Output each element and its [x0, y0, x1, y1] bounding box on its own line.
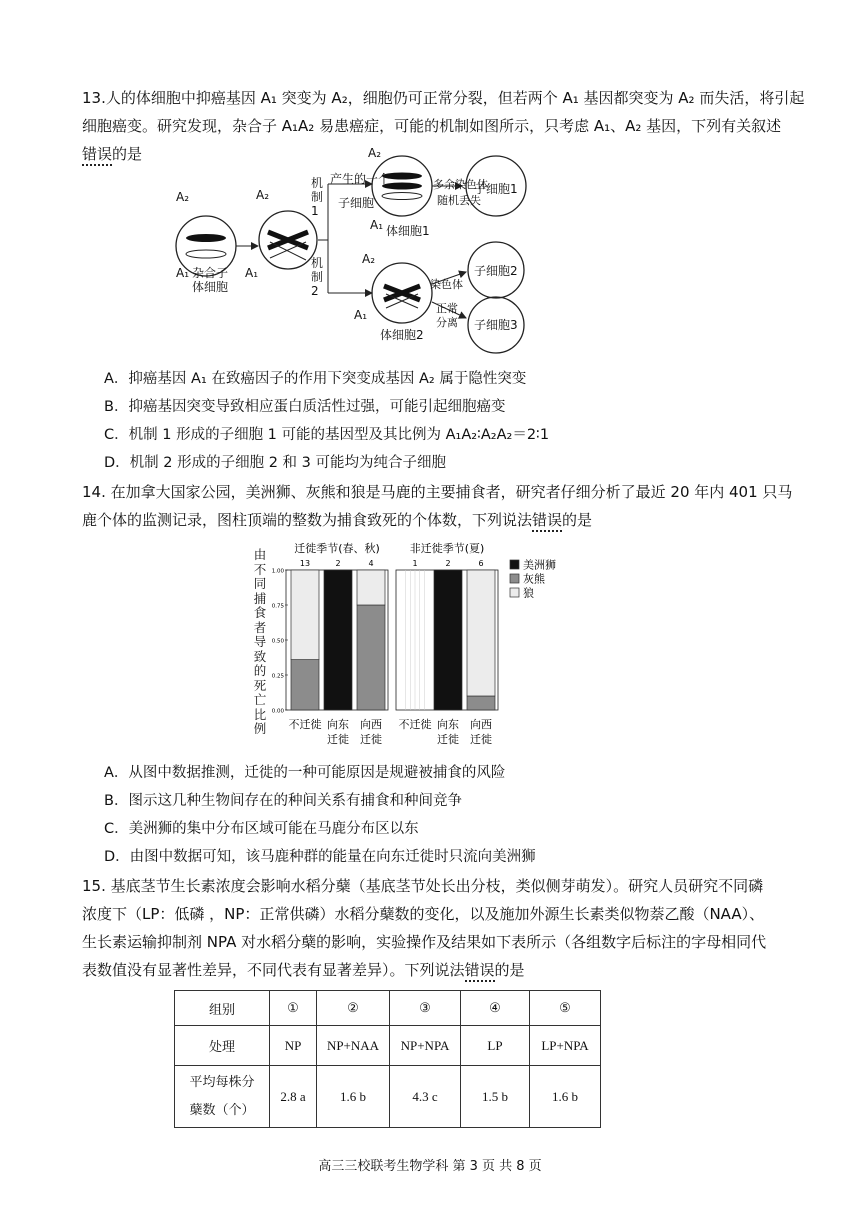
category-label: 向西 [470, 718, 492, 731]
q13-emphasis: 错误 [82, 145, 112, 166]
group-5: ⑤ [530, 991, 601, 1026]
bar-segment [357, 570, 385, 605]
label-a2-body1: A₂ [368, 146, 382, 160]
table-row-values [175, 1066, 601, 1128]
group-3: ③ [390, 991, 461, 1026]
category-label: 迁徙 [360, 733, 382, 746]
q13-option-d: D．机制 2 形成的子细胞 2 和 3 可能均为纯合子细胞 [104, 455, 446, 471]
legend-label: 狼 [523, 586, 534, 600]
q14-option-a: A．从图中数据推测，迁徙的一种可能原因是规避被捕食的风险 [104, 765, 506, 781]
q14-stem-suffix: 的是 [562, 511, 593, 529]
category-label: 向东 [327, 718, 349, 731]
label-a2-body2: A₂ [362, 252, 376, 266]
label-hetero-cell: 杂合子 体细胞 [191, 266, 228, 294]
q14-ylabel: 由不同捕食者导致的死亡比例 [253, 547, 267, 736]
q13-stem-suffix: 的是 [112, 145, 143, 163]
y-tick-label: 0.50 [271, 638, 284, 645]
label-daughter-cell-2: 子细胞2 [474, 264, 518, 278]
q15-stem-line-1: 15. 基底茎节生长素浓度会影响水稻分蘖（基底茎节处长出分枝，类似侧芽萌发）。研究人员研究不同磷 [82, 877, 764, 895]
treatment-5: LP+NPA [530, 1026, 601, 1066]
page-footer: 高三三校联考生物学科 第 3 页 共 8 页 [318, 1159, 542, 1174]
panel-title: 迁徙季节(春、秋) [294, 542, 380, 555]
q14-stem-line-1: 14. 在加拿大国家公园，美洲狮、灰熊和狼是马鹿的主要捕食者，研究者仔细分析了最近 20 年内 401 只马 [82, 483, 793, 501]
value-2: 1.6 b [317, 1066, 390, 1128]
label-a2-dividing: A₂ [256, 188, 270, 202]
y-tick-label: 0.75 [271, 603, 284, 610]
label-chrom-top: 染色体 [430, 278, 463, 291]
q15-stem-line-3: 生长素运输抑制剂 NPA 对水稻分蘖的影响，实验操作及结果如下表所示（各组数字后标注的字母相同代 [82, 933, 767, 951]
category-label: 迁徙 [470, 733, 492, 746]
legend-swatch [510, 588, 519, 597]
y-tick-label: 1.00 [271, 568, 284, 575]
q13-stem-line-2: 细胞癌变。研究发现，杂合子 A₁A₂ 易患癌症，可能的机制如图所示，只考虑 A₁、A₂ 基因，下列有关叙述 [82, 117, 782, 135]
label-daughter-cell-3: 子细胞3 [474, 318, 518, 332]
bar-segment [434, 570, 462, 710]
count-label: 13 [299, 559, 311, 568]
label-mechanism-1: 机 制 1 [311, 176, 324, 218]
label-chrom-mid: 正常 [436, 302, 458, 315]
label-a1-body2: A₁ [354, 308, 368, 322]
count-label: 2 [335, 559, 341, 568]
label-mechanism-2: 机 制 2 [311, 256, 324, 298]
treatment-2: NP+NAA [317, 1026, 390, 1066]
label-extra-chrom-bottom: 随机丢失 [437, 194, 481, 207]
q14-stem-prefix: 鹿个体的监测记录，图柱顶端的整数为捕食致死的个体数，下列说法 [82, 511, 533, 529]
label-body-cell-2: 体细胞2 [380, 328, 424, 342]
value-1: 2.8 a [270, 1066, 317, 1128]
group-2: ② [317, 991, 390, 1026]
group-1: ① [270, 991, 317, 1026]
label-a1-hetero: A₁ [176, 266, 190, 280]
bar-segment [324, 570, 352, 710]
y-tick-label: 0.00 [271, 708, 284, 715]
y-tick-label: 0.25 [271, 673, 284, 680]
legend-swatch [510, 560, 519, 569]
category-label: 向西 [360, 718, 382, 731]
value-5: 1.6 b [530, 1066, 601, 1128]
bar-segment [467, 696, 495, 710]
q13-stem-line-1: 13.人的体细胞中抑癌基因 A₁ 突变为 A₂，细胞仍可正常分裂，但若两个 A₁ 基因都突变为 A₂ 而失活，将引起 [82, 89, 805, 107]
legend-label: 美洲狮 [523, 558, 556, 572]
value-4: 1.5 b [461, 1066, 530, 1128]
legend-swatch [510, 574, 519, 583]
label-a1-body1: A₁ [370, 218, 384, 232]
q14-stem-line-2 [82, 508, 592, 532]
bar-segment [357, 605, 385, 710]
count-label: 2 [445, 559, 451, 568]
category-label: 不迁徙 [288, 718, 322, 731]
label-extra-chrom-top: 多余染色体 [433, 178, 488, 191]
treatment-3: NP+NPA [390, 1026, 461, 1066]
value-3: 4.3 c [390, 1066, 461, 1128]
q14-option-c: C．美洲狮的集中分布区域可能在马鹿分布区以东 [104, 821, 419, 837]
bar-segment [291, 570, 319, 660]
q15-emphasis: 错误 [465, 961, 495, 982]
group-4: ④ [461, 991, 530, 1026]
label-a1-dividing: A₁ [245, 266, 259, 280]
table-row-group [175, 991, 601, 1026]
treatment-1: NP [270, 1026, 317, 1066]
q15-stem-line-4 [82, 958, 525, 982]
q15-stem-line-2: 浓度下（LP：低磷 ，NP：正常供磷）水稻分蘖数的变化，以及施加外源生长素类似物萘乙酸（NAA）、 [82, 905, 765, 923]
row-header-group: 组别 [175, 991, 270, 1026]
q13-option-c: C．机制 1 形成的子细胞 1 可能的基因型及其比例为 A₁A₂∶A₂A₂＝2∶1 [104, 427, 550, 443]
category-label: 迁徙 [437, 733, 459, 746]
panel-title: 非迁徙季节(夏) [409, 542, 485, 555]
category-label: 向东 [437, 718, 459, 731]
count-label: 4 [368, 559, 374, 568]
category-label: 不迁徙 [398, 718, 432, 731]
q14-emphasis: 错误 [532, 511, 562, 532]
q14-option-d: D．由图中数据可知，该马鹿种群的能量在向东迁徙时只流向美洲狮 [104, 849, 536, 865]
legend-label: 灰熊 [523, 572, 545, 586]
count-label: 1 [412, 559, 418, 568]
q14-predation-chart [260, 538, 580, 753]
label-arrow1-bottom: 子细胞 [338, 196, 375, 210]
label-chrom-bottom: 分离 [436, 316, 458, 329]
label-daughter-cell-1: 子细胞1 [474, 182, 518, 196]
row-header-treatment: 处理 [175, 1026, 270, 1066]
q15-stem-prefix: 表数值没有显著性差异，不同代表有显著差异）。下列说法 [82, 961, 465, 979]
table-row-treatment [175, 1026, 601, 1066]
bar-segment [467, 570, 495, 696]
count-label: 6 [478, 559, 484, 568]
treatment-4: LP [461, 1026, 530, 1066]
q13-stem-line-3 [82, 142, 142, 166]
bar-segment [291, 660, 319, 710]
q15-stem-suffix: 的是 [494, 961, 525, 979]
label-body-cell-1: 体细胞1 [386, 224, 430, 238]
q14-option-b: B．图示这几种生物间存在的种间关系有捕食和种间竞争 [104, 793, 462, 809]
row-header-tillers: 平均每株分 蘖数（个） [175, 1066, 270, 1128]
label-arrow1-top: 产生的一个 [330, 172, 391, 186]
q13-option-b: B．抑癌基因突变导致相应蛋白质活性过强，可能引起细胞癌变 [104, 399, 506, 415]
q15-results-table [174, 990, 601, 1128]
category-label: 迁徙 [327, 733, 349, 746]
label-a2-hetero: A₂ [176, 190, 190, 204]
q13-option-a: A．抑癌基因 A₁ 在致癌因子的作用下突变成基因 A₂ 属于隐性突变 [104, 371, 527, 387]
